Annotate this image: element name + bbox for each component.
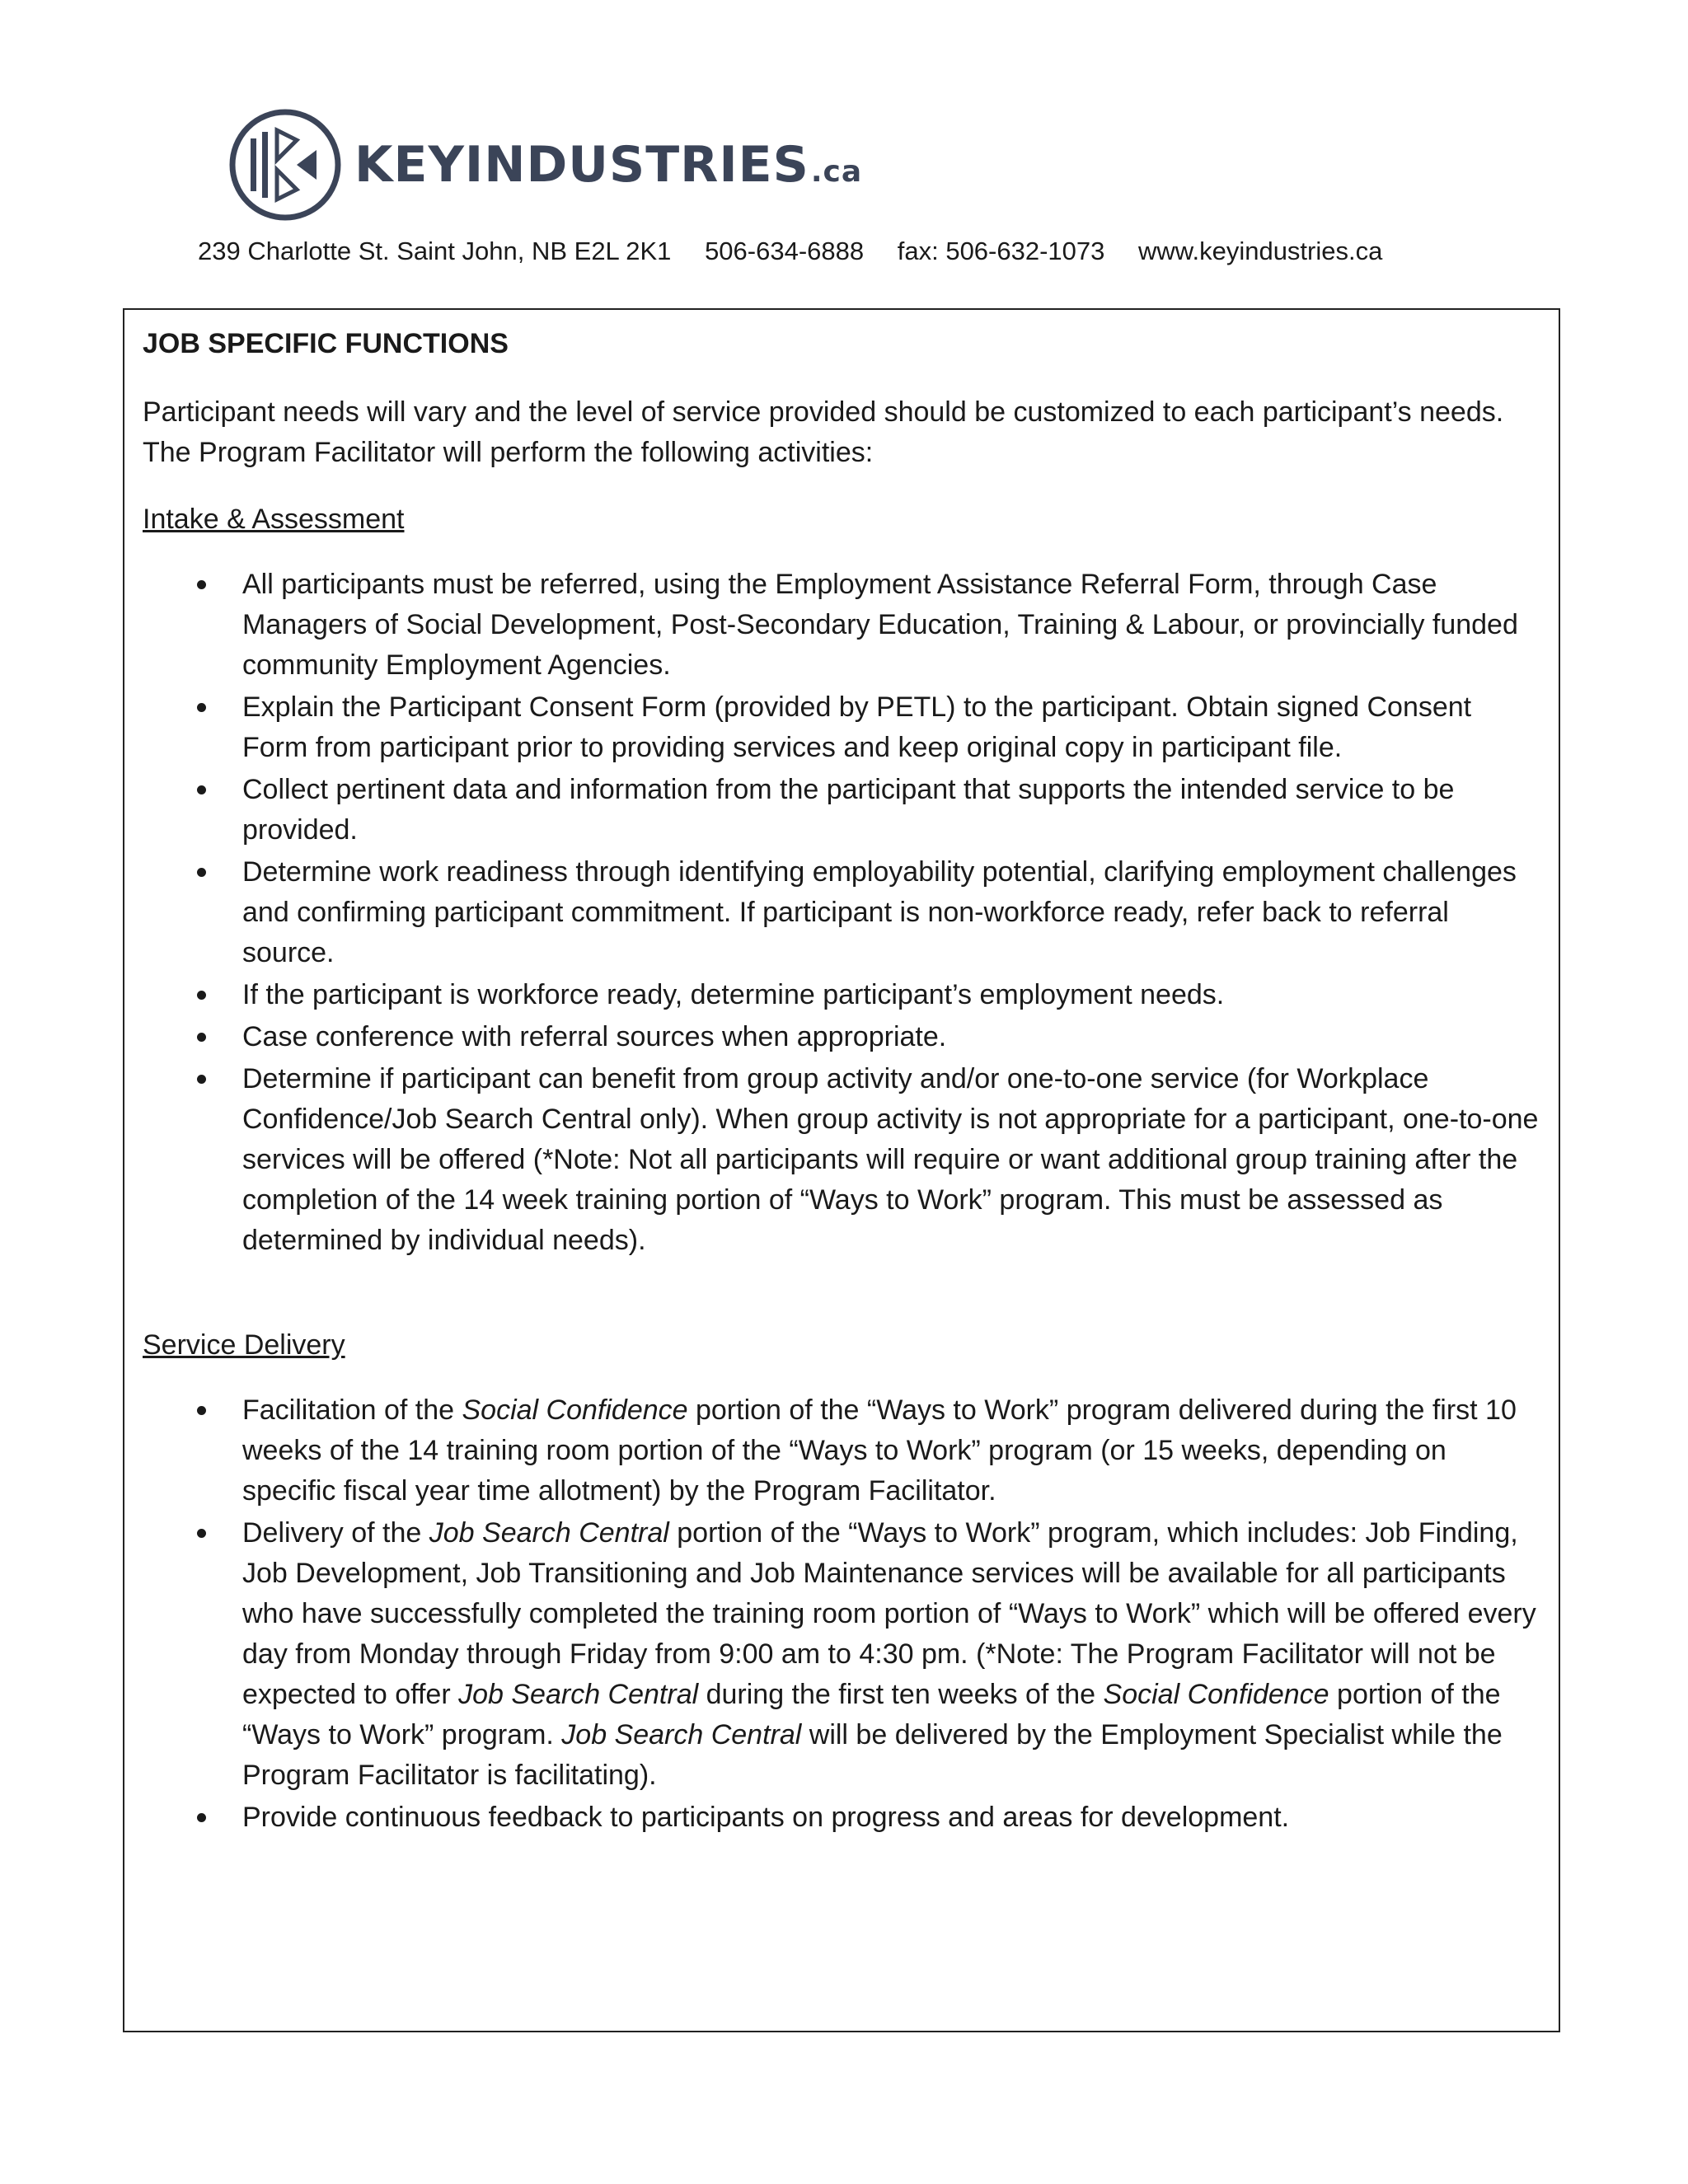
text-run-italic: Job Search Central <box>561 1719 802 1750</box>
text-run: Facilitation of the <box>242 1394 462 1426</box>
phone: 506-634-6888 <box>705 237 865 265</box>
list-item: Case conference with referral sources when appropriate. <box>143 1017 1544 1057</box>
brand-wordmark <box>354 136 863 194</box>
list-item: All participants must be referred, using the Employment Assistance Referral Form, through Case Managers of Social Development, Post-Secondary Education, Training & Labour, or provincially funded community Employment Agencies. <box>143 565 1544 686</box>
text-run: portion of the “Ways to Work” program, which includes: Job Finding, Job Development, Job Transitioning and Job Maintenance services will be available for all participants who have successfully completed the training room portion of “Ways to Work” which will be offered every day from Monday through Friday from 9:00 am to 4:30 pm. (*Note: The Program Facilitator will not be expected to offer <box>242 1517 1536 1710</box>
brand-name: KEYINDUSTRIES <box>354 136 809 194</box>
page-title: JOB SPECIFIC FUNCTIONS <box>143 328 509 359</box>
text-run: portion of the “Ways to Work” program delivered during the first 10 weeks of the 14 training room portion of the “Ways to Work” program (or 15 weeks, depending on specific fiscal year time allotment) by the Program Facilitator. <box>242 1394 1517 1507</box>
list-item: Explain the Participant Consent Form (provided by PETL) to the participant. Obtain signed Consent Form from participant prior to providing services and keep original copy in participant file. <box>143 687 1544 768</box>
text-run-italic: Job Search Central <box>429 1517 669 1549</box>
list-item: If the participant is workforce ready, determine participant’s employment needs. <box>143 975 1544 1015</box>
list-item: Determine if participant can benefit from group activity and/or one-to-one service (for Workplace Confidence/Job Search Central only). When group activity is not appropriate for a participant, one-to-one services will be offered (*Note: Not all participants will require or want additional group training after the completion of the 14 week training portion of “Ways to Work” program. This must be assessed as determined by individual needs). <box>143 1059 1544 1261</box>
list-item: Collect pertinent data and information from the participant that supports the intended service to be provided. <box>143 770 1544 851</box>
section-spacer <box>143 1263 1544 1325</box>
text-run: will be delivered by the Employment Specialist while the Program Facilitator is facilitating). <box>242 1719 1503 1791</box>
section-title-service: Service Delivery <box>143 1329 345 1361</box>
website-link[interactable]: www.keyindustries.ca <box>1138 237 1383 265</box>
text-run: portion of the “Ways to Work” program. <box>242 1679 1501 1750</box>
list-item <box>143 1390 1544 1511</box>
fax: fax: 506-632-1073 <box>897 237 1105 265</box>
address: 239 Charlotte St. Saint John, NB E2L 2K1 <box>198 237 672 265</box>
list-item: Determine work readiness through identifying employability potential, clarifying employment challenges and confirming participant commitment. If participant is non-workforce ready, refer back to referral source. <box>143 852 1544 973</box>
text-run-italic: Social Confidence <box>462 1394 688 1426</box>
list-item: Provide continuous feedback to participants on progress and areas for development. <box>143 1797 1544 1838</box>
brand-tld: .ca <box>810 155 863 189</box>
company-logo <box>227 107 862 223</box>
section-title-intake: Intake & Assessment <box>143 504 405 535</box>
text-run-italic: Social Confidence <box>1103 1679 1329 1710</box>
text-run: Delivery of the <box>242 1517 429 1549</box>
intake-list <box>143 565 1544 1261</box>
text-run-italic: Job Search Central <box>458 1679 699 1710</box>
contact-line <box>198 237 1382 266</box>
list-item <box>143 1513 1544 1796</box>
intro-paragraph: Participant needs will vary and the level of service provided should be customized to each participant’s needs. The Program Facilitator will perform the following activities: <box>143 396 1504 468</box>
text-run: during the first ten weeks of the <box>698 1679 1104 1710</box>
service-list <box>143 1390 1544 1838</box>
key-k-logo-icon <box>227 107 343 223</box>
document-body <box>143 324 1544 1840</box>
